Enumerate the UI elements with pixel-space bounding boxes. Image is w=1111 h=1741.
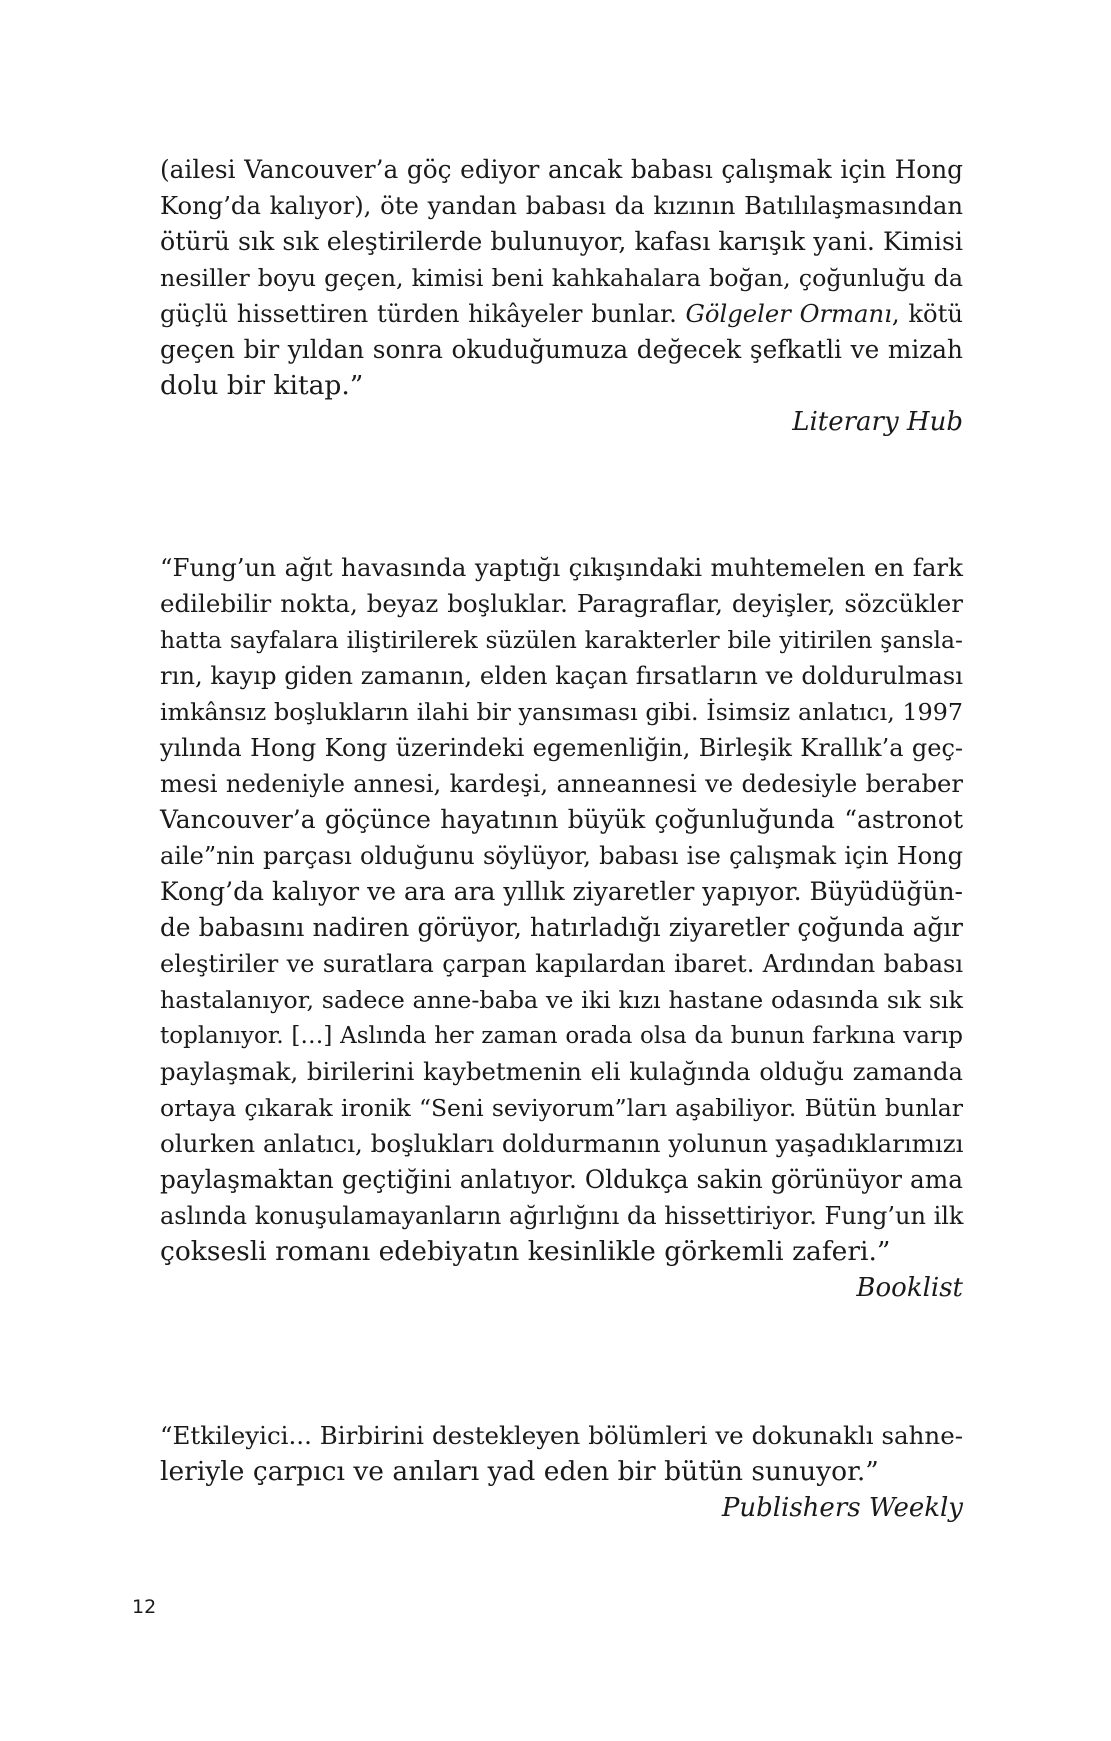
quote-source: Publishers Weekly <box>721 1493 963 1523</box>
quote-line: Vancouver’a göçünce hayatının büyük çoğunluğunda “astronot <box>160 805 963 834</box>
quote-line: ortaya çıkarak ironik “Seni seviyorum”ları aşabiliyor. Bütün bunlar <box>160 1094 963 1122</box>
page-number: 12 <box>132 1596 157 1618</box>
quote-line-text: , kötü <box>891 299 963 328</box>
quote-source: Booklist <box>856 1273 963 1303</box>
quote-line: dolu bir kitap.” <box>160 370 364 401</box>
quote-line: imkânsız boşlukların ilahi bir yansıması gibi. İsimsiz anlatıcı, 1997 <box>160 698 963 726</box>
quote-line-with-title <box>160 296 963 332</box>
quote-line: yılında Hong Kong üzerindeki egemenliğin, Birleşik Krallık’a geç- <box>160 734 963 762</box>
quote-line: geçen bir yıldan sonra okuduğumuza değecek şefkatli ve mizah <box>160 335 963 364</box>
quote-source: Literary Hub <box>792 407 963 437</box>
quote-line: aile”nin parçası olduğunu söylüyor, babası ise çalışmak için Hong <box>160 842 963 870</box>
quote-line: rın, kayıp giden zamanın, elden kaçan fırsatların ve doldurulması <box>160 661 963 690</box>
quote-line: olurken anlatıcı, boşlukları doldurmanın yolunun yaşadıklarımızı <box>160 1129 964 1158</box>
quote-line: “Fung’un ağıt havasında yaptığı çıkışındaki muhtemelen en fark <box>160 553 963 582</box>
quote-line: nesiller boyu geçen, kimisi beni kahkahalara boğan, çoğunluğu da <box>160 264 963 292</box>
quote-booklist <box>160 550 963 1306</box>
quote-line: hastalanıyor, sadece anne-baba ve iki kızı hastane odasında sık sık <box>160 986 963 1014</box>
quote-line: mesi nedeniyle annesi, kardeşi, anneannesi ve dedesiyle beraber <box>160 769 963 798</box>
quote-line: hatta sayfalara iliştirilerek süzülen karakterler bile yitirilen şansla- <box>160 626 963 654</box>
quote-line: toplanıyor. […] Aslında her zaman orada olsa da bunun farkına varıp <box>160 1023 963 1049</box>
quote-literary-hub <box>160 152 963 440</box>
quote-line: (ailesi Vancouver’a göç ediyor ancak babası çalışmak için Hong <box>160 155 963 184</box>
quote-line: Kong’da kalıyor ve ara ara yıllık ziyaretler yapıyor. Büyüdüğün- <box>160 877 963 906</box>
quote-line: “Etkileyici... Birbirini destekleyen bölümleri ve dokunaklı sahne- <box>160 1421 963 1450</box>
quote-line: paylaşmaktan geçtiğini anlatıyor. Oldukça sakin görünüyor ama <box>160 1165 963 1194</box>
quote-line: Kong’da kalıyor), öte yandan babası da kızının Batılılaşmasından <box>160 191 963 220</box>
quote-line: edilebilir nokta, beyaz boşluklar. Paragraflar, deyişler, sözcükler <box>160 589 963 618</box>
quote-line: çoksesli romanı edebiyatın kesinlikle görkemli zaferi.” <box>160 1236 891 1267</box>
quote-line: de babasını nadiren görüyor, hatırladığı ziyaretler çoğunda ağır <box>160 913 963 942</box>
quote-line: ötürü sık sık eleştirilerde bulunuyor, kafası karışık yani. Kimisi <box>160 227 963 256</box>
quote-line-text: güçlü hissettiren türden hikâyeler bunlar. <box>160 299 686 328</box>
quote-line: leriyle çarpıcı ve anıları yad eden bir bütün sunuyor.” <box>160 1456 879 1487</box>
quote-line: aslında konuşulamayanların ağırlığını da hissettiriyor. Fung’un ilk <box>160 1202 964 1230</box>
quote-line: eleştiriler ve suratlara çarpan kapılardan ibaret. Ardından babası <box>160 950 963 978</box>
quote-line: paylaşmak, birilerini kaybetmenin eli kulağında olduğu zamanda <box>160 1057 963 1086</box>
quote-publishers-weekly <box>160 1418 963 1526</box>
book-title: Gölgeler Ormanı <box>685 299 892 328</box>
